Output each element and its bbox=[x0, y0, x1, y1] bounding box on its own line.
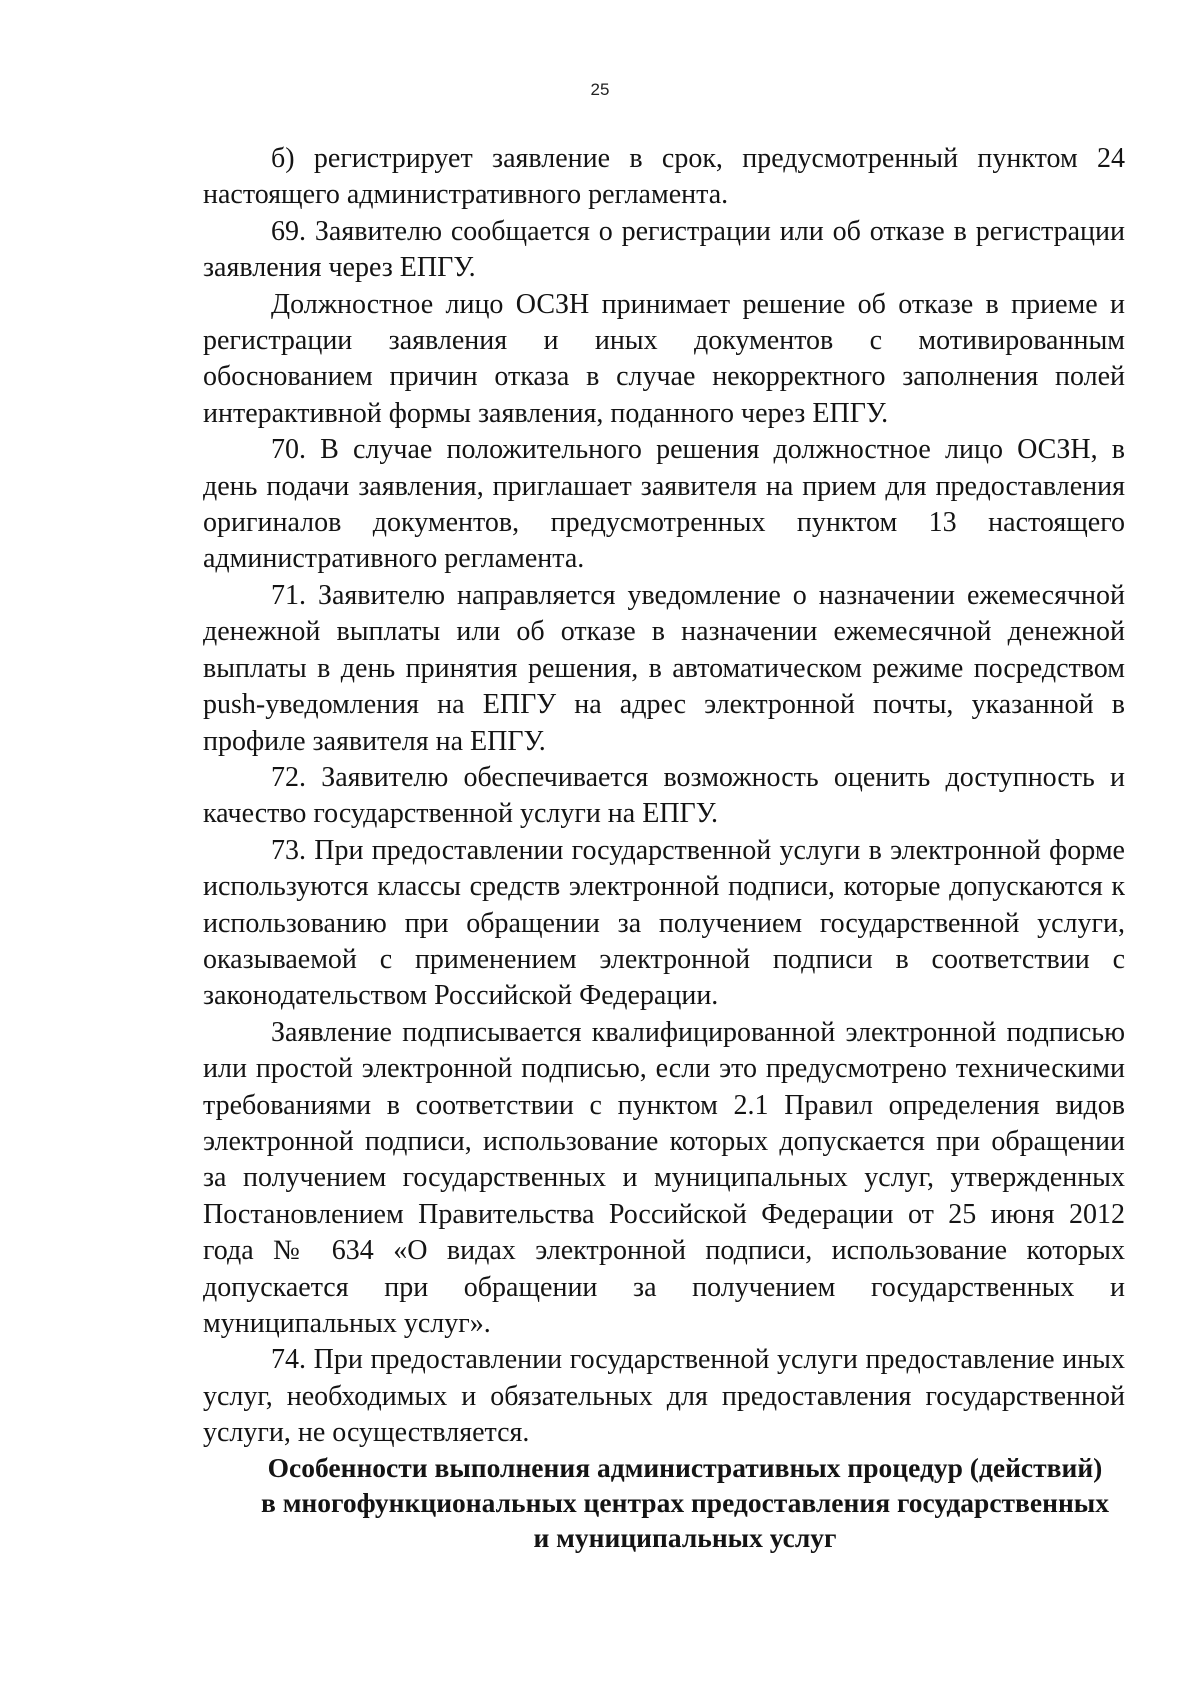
paragraph-69: 69. Заявителю сообщается о регистрации или об отказе в регистрации заявления через ЕПГУ. bbox=[203, 215, 1125, 284]
page-number: 25 bbox=[590, 80, 610, 99]
paragraph-72: 72. Заявителю обеспечивается возможность оценить доступность и качество государственной услуги на ЕПГУ. bbox=[203, 761, 1125, 830]
paragraph-signature-requirements: Заявление подписывается квалифицированной электронной подписью или простой электронной подписью, если это предусмотрено техническими требованиями в соответствии с пунктом 2.1 Правил определения видов электронной подписи, использование которых допускается при обращении за получением государственных и муниципальных услуг, утвержденных Постановлением Правительства Российской Федерации от 25 июня 2012 года № 634 «О видах электронной подписи, использование которых допускается при обращении за получением государственных и муниципальных услуг». bbox=[203, 1016, 1125, 1339]
paragraph-refusal-decision: Должностное лицо ОСЗН принимает решение об отказе в приеме и регистрации заявления и иных документов с мотивированным обоснованием причин отказа в случае некорректного заполнения полей интерактивной формы заявления, поданного через ЕПГУ. bbox=[203, 288, 1125, 429]
paragraph-b-registration: б) регистрирует заявление в срок, предусмотренный пунктом 24 настоящего административного регламента. bbox=[203, 143, 1125, 211]
section-heading-line-2: в многофункциональных центрах предоставления государственных bbox=[260, 1487, 1110, 1518]
document-body bbox=[203, 141, 1125, 1452]
paragraph-70: 70. В случае положительного решения должностное лицо ОСЗН, в день подачи заявления, приглашает заявителя на прием для предоставления оригиналов документов, предусмотренных пунктом 13 настоящего административного регламента. bbox=[203, 434, 1125, 575]
section-heading bbox=[240, 1450, 1130, 1555]
paragraph-74: 74. При предоставлении государственной услуги предоставление иных услуг, необходимых и обязательных для предоставления государственной услуги, не осуществляется. bbox=[203, 1344, 1125, 1449]
paragraph-73: 73. При предоставлении государственной услуги в электронной форме используются классы средств электронной подписи, которые допускаются к использованию при обращении за получением государственной услуги, оказываемой с применением электронной подписи в соответствии с законодательством Российской Федерации. bbox=[203, 834, 1125, 1012]
paragraph-71: 71. Заявителю направляется уведомление о назначении ежемесячной денежной выплаты или об отказе в назначении ежемесячной денежной выплаты в день принятия решения, в автоматическом режиме посредством push-уведомления на ЕПГУ на адрес электронной почты, указанной в профиле заявителя на ЕПГУ. bbox=[203, 579, 1125, 757]
section-heading-line-1: Особенности выполнения административных процедур (действий) bbox=[267, 1452, 1103, 1483]
section-heading-line-3: и муниципальных услуг bbox=[533, 1522, 837, 1553]
